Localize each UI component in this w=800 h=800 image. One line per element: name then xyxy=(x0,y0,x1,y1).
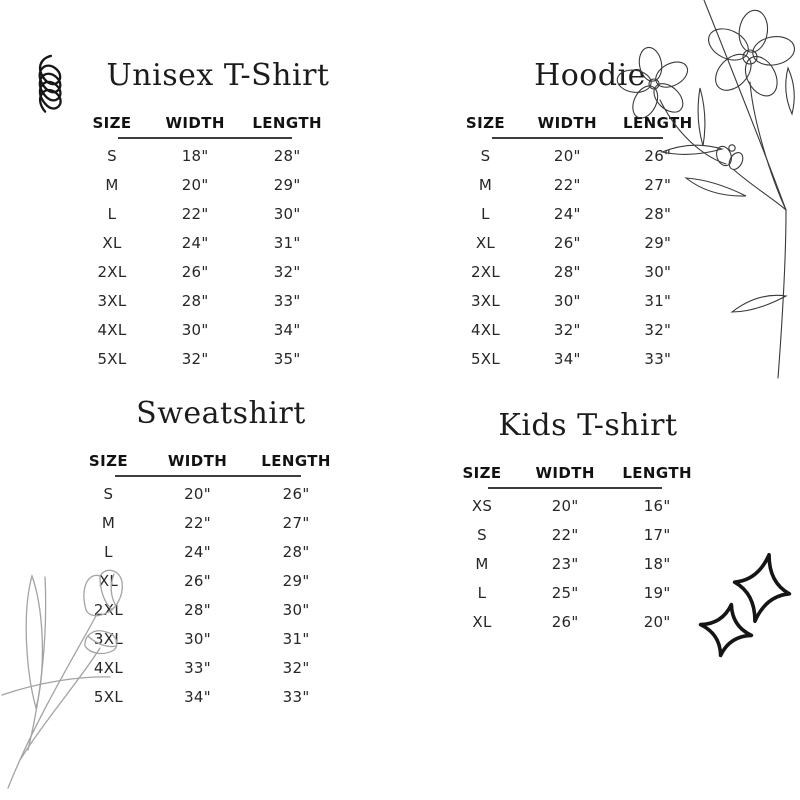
width-cell: 22" xyxy=(551,525,579,544)
width-cell: 25" xyxy=(551,583,579,602)
size-cell: 2XL xyxy=(97,262,127,281)
size-cell: S xyxy=(480,146,491,165)
size-cell: XS xyxy=(471,496,493,515)
length-cell: 27" xyxy=(282,513,310,532)
width-cell: 20" xyxy=(553,146,581,165)
column-header-width: WIDTH xyxy=(535,464,595,482)
size-cell: M xyxy=(105,175,119,194)
column-header-size: SIZE xyxy=(462,464,502,482)
width-cell: 26" xyxy=(551,612,579,631)
table-title-sweatshirt: Sweatshirt xyxy=(136,396,306,431)
size-table-unisex-tshirt xyxy=(78,54,330,373)
length-cell: 29" xyxy=(644,233,672,252)
length-cell: 32" xyxy=(282,658,310,677)
size-cell: S xyxy=(103,484,114,503)
size-table xyxy=(448,460,700,636)
size-cell: 5XL xyxy=(93,687,123,706)
size-cell: 5XL xyxy=(470,349,501,368)
width-cell: 30" xyxy=(553,291,581,310)
column-header-length: LENGTH xyxy=(622,464,692,482)
size-cell: M xyxy=(475,554,489,573)
size-cell: 5XL xyxy=(97,349,127,368)
length-cell: 34" xyxy=(273,320,301,339)
length-cell: 33" xyxy=(644,349,672,368)
size-cell: XL xyxy=(472,612,492,631)
size-cell: 3XL xyxy=(97,291,127,310)
length-cell: 28" xyxy=(644,204,672,223)
length-cell: 20" xyxy=(643,612,671,631)
length-cell: 31" xyxy=(644,291,672,310)
width-cell: 23" xyxy=(551,554,579,573)
column-header-length: LENGTH xyxy=(261,452,331,470)
width-cell: 18" xyxy=(181,146,209,165)
width-cell: 32" xyxy=(181,349,209,368)
length-cell: 30" xyxy=(273,204,301,223)
size-cell: 4XL xyxy=(97,320,127,339)
width-cell: 33" xyxy=(184,658,211,677)
width-cell: 32" xyxy=(553,320,581,339)
size-table xyxy=(72,448,342,711)
width-cell: 22" xyxy=(184,513,211,532)
width-cell: 22" xyxy=(553,175,581,194)
width-cell: 26" xyxy=(553,233,581,252)
length-cell: 17" xyxy=(643,525,671,544)
size-table xyxy=(452,110,700,373)
size-cell: S xyxy=(107,146,117,165)
length-cell: 31" xyxy=(273,233,301,252)
length-cell: 33" xyxy=(273,291,301,310)
width-cell: 34" xyxy=(184,687,211,706)
size-cell: 4XL xyxy=(470,320,501,339)
column-header-length: LENGTH xyxy=(252,114,322,132)
table-title-hoodie: Hoodie xyxy=(534,58,646,93)
size-cell: L xyxy=(477,583,487,602)
width-cell: 28" xyxy=(184,600,211,619)
size-cell: L xyxy=(481,204,490,223)
size-cell: M xyxy=(101,513,116,532)
table-title-unisex-tshirt: Unisex T-Shirt xyxy=(106,58,330,93)
length-cell: 28" xyxy=(282,542,310,561)
size-cell: S xyxy=(477,525,487,544)
length-cell: 29" xyxy=(273,175,301,194)
length-cell: 32" xyxy=(644,320,672,339)
column-header-width: WIDTH xyxy=(165,114,225,132)
column-header-size: SIZE xyxy=(88,452,128,470)
length-cell: 18" xyxy=(643,554,671,573)
size-cell: XL xyxy=(102,233,122,252)
width-cell: 20" xyxy=(551,496,579,515)
size-table-sweatshirt xyxy=(72,392,342,711)
width-cell: 34" xyxy=(553,349,581,368)
width-cell: 22" xyxy=(181,204,209,223)
column-header-size: SIZE xyxy=(92,114,132,132)
width-cell: 24" xyxy=(184,542,211,561)
length-cell: 32" xyxy=(273,262,301,281)
width-cell: 20" xyxy=(181,175,209,194)
width-cell: 30" xyxy=(184,629,211,648)
size-cell: L xyxy=(107,204,117,223)
length-cell: 31" xyxy=(282,629,310,648)
length-cell: 16" xyxy=(643,496,671,515)
size-cell: XL xyxy=(475,233,496,252)
column-header-width: WIDTH xyxy=(537,114,597,132)
size-cell: 3XL xyxy=(470,291,501,310)
length-cell: 30" xyxy=(282,600,310,619)
size-cell: 2XL xyxy=(470,262,501,281)
width-cell: 20" xyxy=(184,484,211,503)
width-cell: 26" xyxy=(184,571,211,590)
length-cell: 19" xyxy=(643,583,671,602)
length-cell: 28" xyxy=(273,146,301,165)
size-cell: 4XL xyxy=(93,658,123,677)
length-cell: 30" xyxy=(644,262,672,281)
header-divider xyxy=(488,487,662,489)
width-cell: 24" xyxy=(553,204,581,223)
width-cell: 30" xyxy=(181,320,209,339)
width-cell: 28" xyxy=(181,291,209,310)
header-divider xyxy=(118,137,292,139)
size-cell: 2XL xyxy=(93,600,123,619)
length-cell: 27" xyxy=(644,175,672,194)
length-cell: 26" xyxy=(282,484,310,503)
header-divider xyxy=(115,475,301,477)
column-header-length: LENGTH xyxy=(623,114,693,132)
width-cell: 24" xyxy=(181,233,209,252)
length-cell: 35" xyxy=(273,349,301,368)
width-cell: 26" xyxy=(181,262,209,281)
length-cell: 26" xyxy=(644,146,672,165)
size-table-hoodie xyxy=(452,54,700,373)
header-divider xyxy=(492,137,663,139)
size-cell: XL xyxy=(98,571,119,590)
length-cell: 33" xyxy=(282,687,310,706)
size-table-kids-tshirt xyxy=(448,404,700,636)
size-cell: L xyxy=(104,542,113,561)
column-header-width: WIDTH xyxy=(167,452,228,470)
size-cell: M xyxy=(478,175,493,194)
column-header-size: SIZE xyxy=(465,114,506,132)
size-table xyxy=(78,110,330,373)
size-cell: 3XL xyxy=(93,629,123,648)
length-cell: 29" xyxy=(282,571,310,590)
width-cell: 28" xyxy=(553,262,581,281)
table-title-kids-tshirt: Kids T-shirt xyxy=(498,408,678,443)
